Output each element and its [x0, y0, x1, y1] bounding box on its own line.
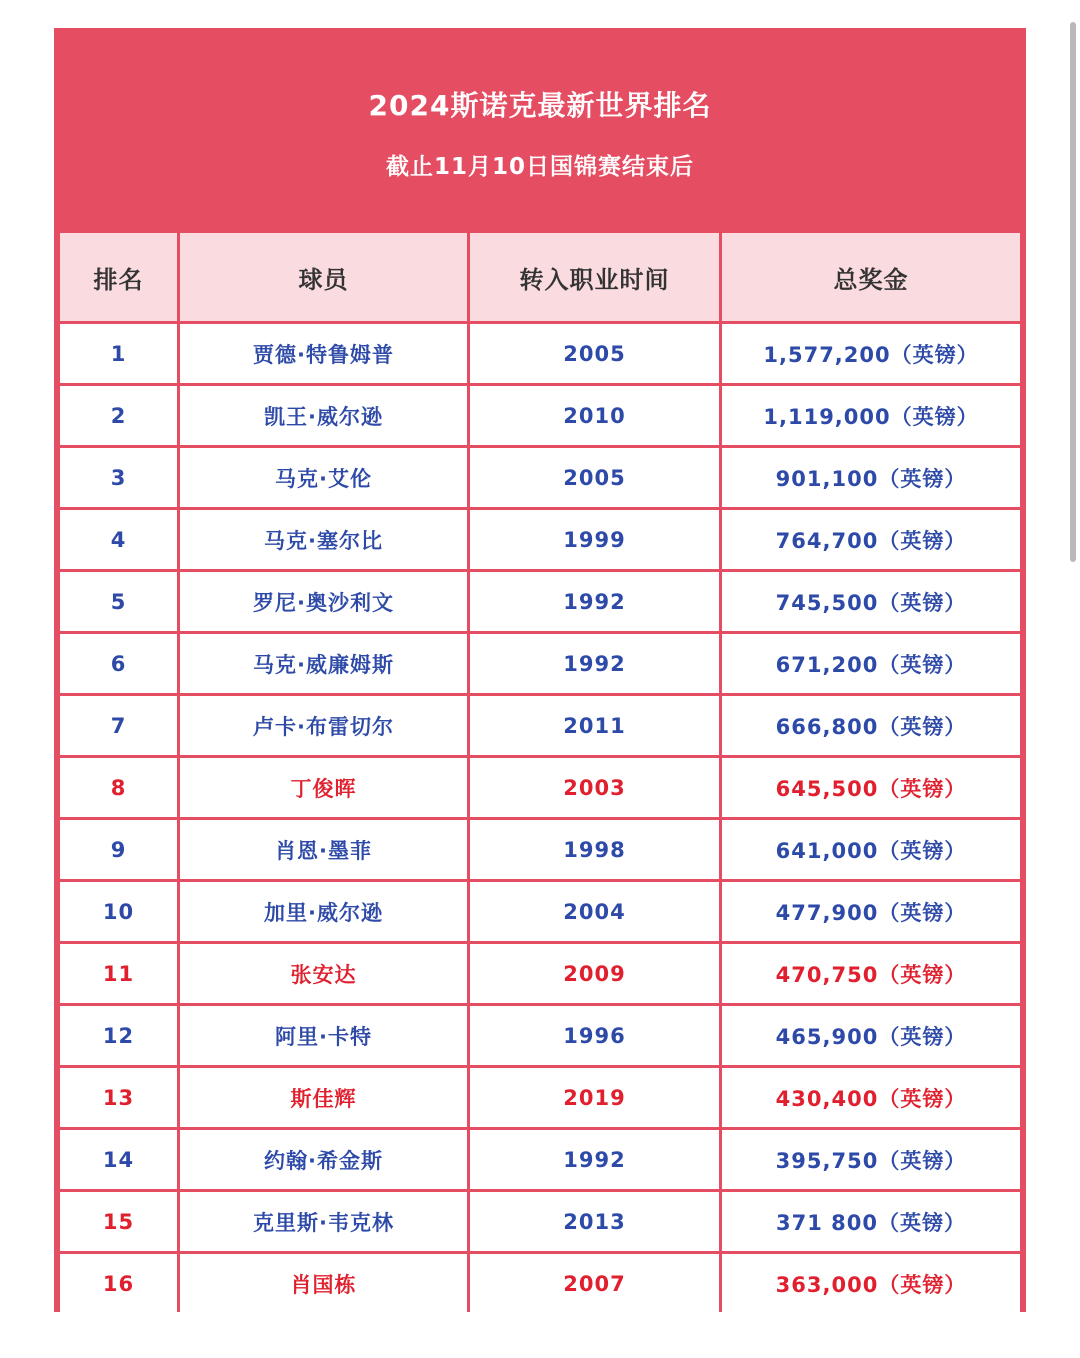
table-row	[60, 1254, 1020, 1313]
cell-player: 凯王·威尔逊	[180, 386, 467, 445]
cell-player: 卢卡·布雷切尔	[180, 696, 467, 755]
cell-rank: 10	[60, 882, 177, 941]
cell-player: 张安达	[180, 944, 467, 1003]
cell-pro-year: 2003	[470, 758, 719, 817]
cell-player: 约翰·希金斯	[180, 1130, 467, 1189]
cell-prize: 465,900（英镑）	[722, 1006, 1020, 1065]
page-title: 2024斯诺克最新世界排名	[368, 89, 712, 122]
table-row	[60, 634, 1020, 693]
cell-player: 加里·威尔逊	[180, 882, 467, 941]
scrollbar[interactable]	[1070, 22, 1076, 562]
table-row	[60, 1130, 1020, 1189]
ranking-table	[57, 230, 1023, 1316]
cell-prize: 430,400（英镑）	[722, 1068, 1020, 1127]
cell-rank: 13	[60, 1068, 177, 1127]
cell-pro-year: 2019	[470, 1068, 719, 1127]
cell-player: 罗尼·奥沙利文	[180, 572, 467, 631]
ranking-card	[54, 28, 1026, 1312]
card-header	[54, 28, 1026, 230]
cell-pro-year: 2011	[470, 696, 719, 755]
cell-prize: 470,750（英镑）	[722, 944, 1020, 1003]
cell-rank: 12	[60, 1006, 177, 1065]
cell-rank: 2	[60, 386, 177, 445]
cell-prize: 666,800（英镑）	[722, 696, 1020, 755]
page-subtitle: 截止11月10日国锦赛结束后	[385, 154, 694, 180]
cell-player: 克里斯·韦克林	[180, 1192, 467, 1251]
cell-pro-year: 1992	[470, 634, 719, 693]
cell-pro-year: 1999	[470, 510, 719, 569]
cell-prize: 1,119,000（英镑）	[722, 386, 1020, 445]
cell-player: 马克·艾伦	[180, 448, 467, 507]
cell-rank: 1	[60, 324, 177, 383]
table-row	[60, 448, 1020, 507]
cell-rank: 11	[60, 944, 177, 1003]
table-row	[60, 324, 1020, 383]
cell-prize: 745,500（英镑）	[722, 572, 1020, 631]
column-header-prize: 总奖金	[722, 233, 1020, 321]
cell-pro-year: 1992	[470, 572, 719, 631]
cell-pro-year: 2005	[470, 324, 719, 383]
table-row	[60, 696, 1020, 755]
cell-rank: 15	[60, 1192, 177, 1251]
table-row	[60, 572, 1020, 631]
cell-rank: 16	[60, 1254, 177, 1313]
cell-player: 贾德·特鲁姆普	[180, 324, 467, 383]
cell-pro-year: 2009	[470, 944, 719, 1003]
table-header-row	[60, 233, 1020, 321]
cell-pro-year: 2004	[470, 882, 719, 941]
cell-pro-year: 1996	[470, 1006, 719, 1065]
cell-player: 丁俊晖	[180, 758, 467, 817]
cell-pro-year: 2007	[470, 1254, 719, 1313]
cell-rank: 9	[60, 820, 177, 879]
table-row	[60, 1192, 1020, 1251]
cell-rank: 4	[60, 510, 177, 569]
cell-prize: 1,577,200（英镑）	[722, 324, 1020, 383]
table-row	[60, 758, 1020, 817]
cell-prize: 363,000（英镑）	[722, 1254, 1020, 1313]
cell-pro-year: 2005	[470, 448, 719, 507]
cell-player: 斯佳辉	[180, 1068, 467, 1127]
cell-rank: 6	[60, 634, 177, 693]
cell-prize: 395,750（英镑）	[722, 1130, 1020, 1189]
cell-prize: 645,500（英镑）	[722, 758, 1020, 817]
table-row	[60, 510, 1020, 569]
cell-player: 肖国栋	[180, 1254, 467, 1313]
cell-rank: 3	[60, 448, 177, 507]
table-row	[60, 1068, 1020, 1127]
cell-pro-year: 1998	[470, 820, 719, 879]
table-row	[60, 1006, 1020, 1065]
table-body	[60, 324, 1020, 1313]
table-row	[60, 386, 1020, 445]
table-row	[60, 882, 1020, 941]
cell-prize: 641,000（英镑）	[722, 820, 1020, 879]
cell-prize: 671,200（英镑）	[722, 634, 1020, 693]
cell-player: 马克·塞尔比	[180, 510, 467, 569]
table-row	[60, 820, 1020, 879]
cell-prize: 764,700（英镑）	[722, 510, 1020, 569]
cell-rank: 8	[60, 758, 177, 817]
cell-pro-year: 1992	[470, 1130, 719, 1189]
cell-pro-year: 2013	[470, 1192, 719, 1251]
cell-prize: 477,900（英镑）	[722, 882, 1020, 941]
column-header-player: 球员	[180, 233, 467, 321]
cell-prize: 901,100（英镑）	[722, 448, 1020, 507]
cell-prize: 371 800（英镑）	[722, 1192, 1020, 1251]
cell-pro-year: 2010	[470, 386, 719, 445]
column-header-rank: 排名	[60, 233, 177, 321]
cell-player: 肖恩·墨菲	[180, 820, 467, 879]
cell-rank: 14	[60, 1130, 177, 1189]
table-row	[60, 944, 1020, 1003]
column-header-pro-year: 转入职业时间	[470, 233, 719, 321]
cell-player: 马克·威廉姆斯	[180, 634, 467, 693]
cell-rank: 5	[60, 572, 177, 631]
cell-player: 阿里·卡特	[180, 1006, 467, 1065]
cell-rank: 7	[60, 696, 177, 755]
